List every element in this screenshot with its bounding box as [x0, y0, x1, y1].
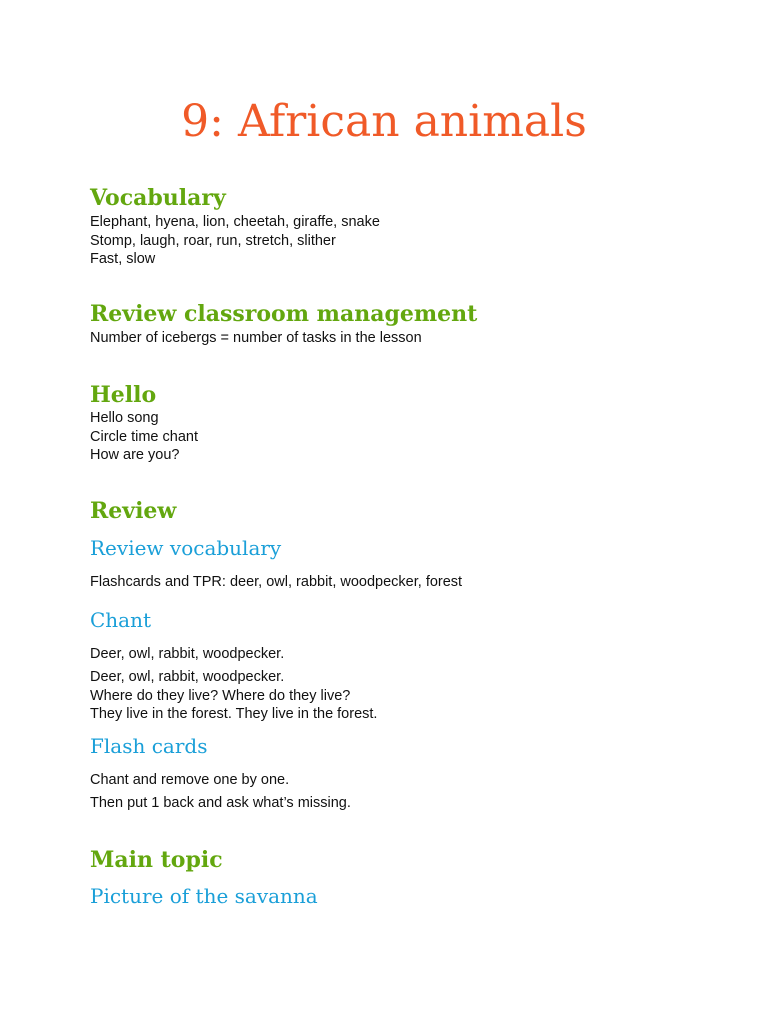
chant-first-line-list: [90, 645, 284, 664]
hello-heading: Hello: [90, 382, 157, 408]
page-title: 9: African animals: [181, 96, 587, 147]
chant-heading: Chant: [90, 608, 152, 632]
chant-line: Deer, owl, rabbit, woodpecker.: [90, 646, 285, 662]
hello-list: [90, 409, 198, 465]
flash-cards-line: Chant and remove one by one.: [90, 772, 290, 788]
review-heading: Review: [90, 498, 177, 524]
chant-line: Where do they live? Where do they live?: [90, 687, 351, 704]
review-vocabulary-list: [90, 573, 462, 592]
classroom-management-list: [90, 329, 422, 348]
chant-list: [90, 668, 377, 724]
vocabulary-list: [90, 213, 380, 269]
classroom-management-heading: Review classroom management: [90, 301, 478, 327]
hello-line: Circle time chant: [90, 428, 198, 445]
hello-line: How are you?: [90, 447, 180, 463]
hello-line: Hello song: [90, 410, 159, 426]
chant-line: Deer, owl, rabbit, woodpecker.: [90, 669, 285, 685]
chant-line: They live in the forest. They live in the forest.: [90, 706, 378, 722]
flash-cards-list: [90, 771, 351, 816]
review-vocabulary-heading: Review vocabulary: [90, 536, 282, 560]
classroom-management-line: Number of icebergs = number of tasks in the lesson: [90, 330, 422, 346]
review-vocabulary-line: Flashcards and TPR: deer, owl, rabbit, woodpecker, forest: [90, 574, 463, 590]
flash-cards-line: Then put 1 back and ask what’s missing.: [90, 794, 351, 811]
vocabulary-line: Fast, slow: [90, 251, 156, 267]
flash-cards-heading: Flash cards: [90, 734, 208, 758]
vocabulary-heading: Vocabulary: [90, 185, 226, 211]
main-topic-heading: Main topic: [90, 847, 223, 873]
vocabulary-line: Elephant, hyena, lion, cheetah, giraffe, snake: [90, 214, 380, 230]
vocabulary-line: Stomp, laugh, roar, run, stretch, slither: [90, 232, 336, 249]
picture-of-savanna-heading: Picture of the savanna: [90, 884, 318, 908]
